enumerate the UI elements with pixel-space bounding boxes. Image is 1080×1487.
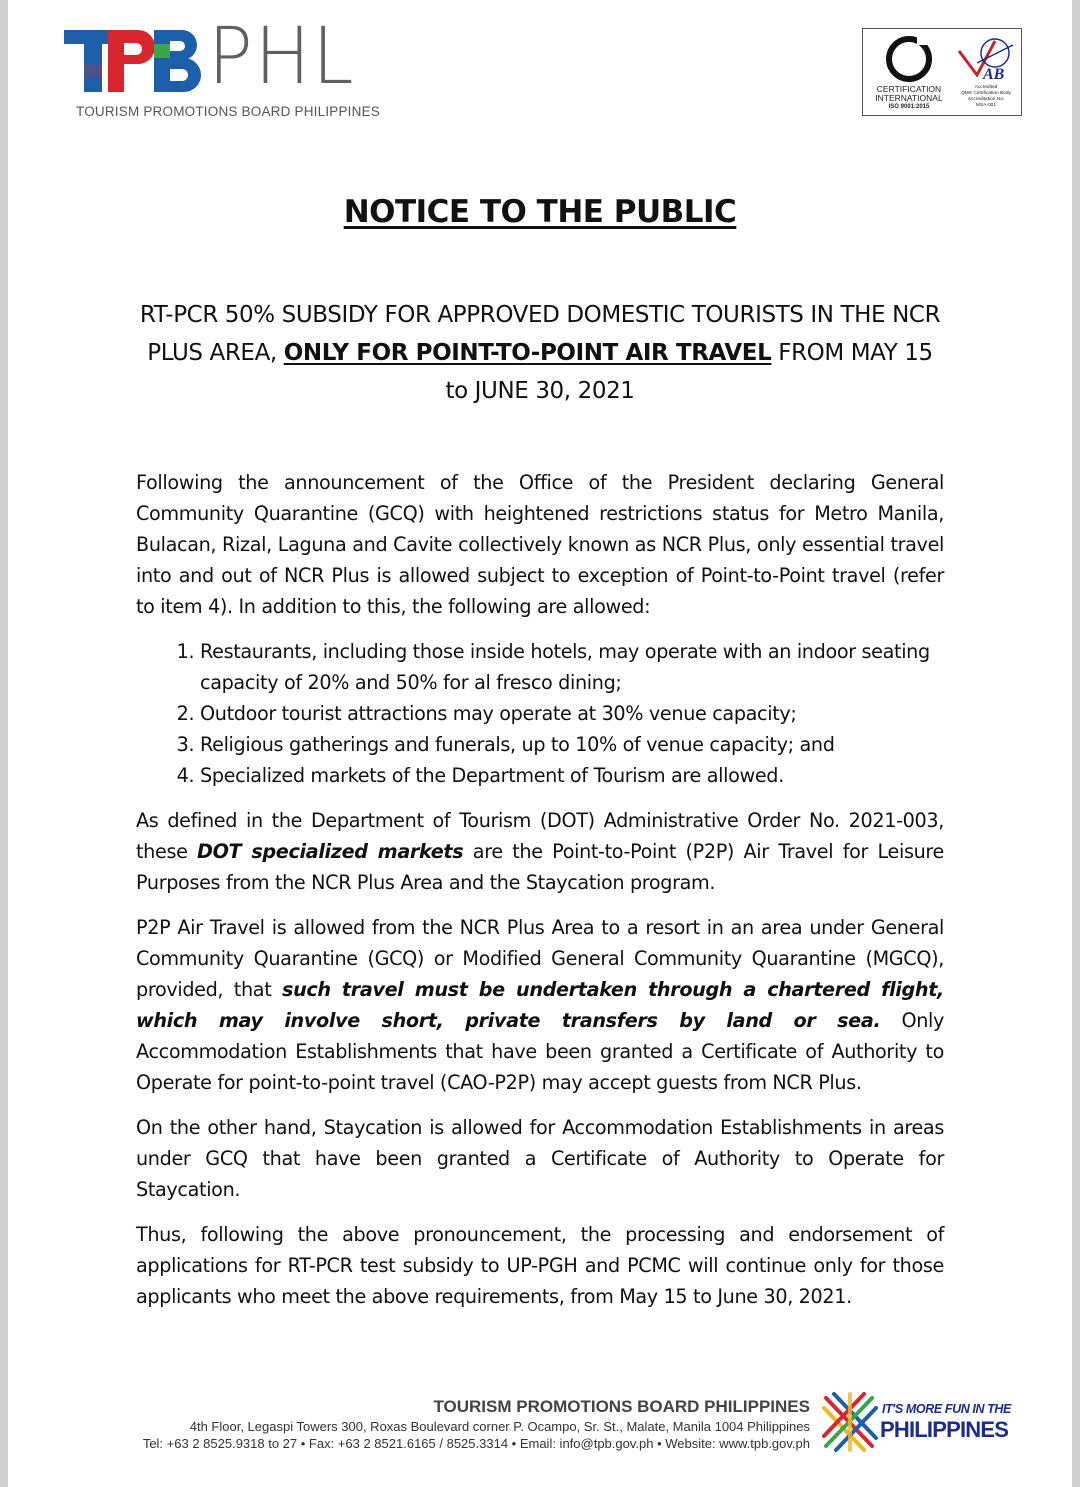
notice-document [8,0,1072,1487]
footer-org: TOURISM PROMOTIONS BOARD PHILIPPINES [433,1397,810,1416]
intro-paragraph: Following the announcement of the Office of the President declaring General Community Quarantine (GCQ) with heightened restrictions status for Metro Manila, Bulacan, Rizal, Laguna and Cavite collectively known as NCR Plus, only essential travel into and out of NCR Plus is allowed subject to exception of Point-to-Point travel (refer to item 4). In addition to this, the following are allowed: [136,471,944,618]
list-item: 2. Outdoor tourist attractions may operate at 30% venue capacity; [200,698,944,729]
svg-text:AB: AB [983,66,1005,83]
p2p-paragraph: P2P Air Travel is allowed from the NCR Plus Area to a resort in an area under General Community Quarantine (GCQ) or Modified General Community Quarantine (MGCQ), provided, that such travel must be undertaken through a chartered flight, which may involve short, private transfers by land or sea. Only Accommodation Establishments that have been granted a Certificate of Authority to Operate for point-to-point travel (CAO-P2P) may accept guests from NCR Plus. [136,916,944,1094]
its-more-fun-logo [820,1390,1040,1460]
footer-contact [143,1397,810,1452]
tpb-logo-mark-icon [56,24,206,94]
certification-badge [862,28,1022,116]
subtitle-emphasis: ONLY FOR POINT-TO-POINT AIR TRAVEL [283,340,772,366]
list-item: 3. Religious gatherings and funerals, up to 10% of venue capacity; and [200,729,944,760]
allowed-list [136,636,944,791]
pab-accreditation-text: Accredited QMS Certification Body Accreditation No: MSA-001 [961,85,1011,108]
slogan-line1: IT'S MORE FUN IN THE [882,1402,1011,1416]
notice-body [136,467,944,1326]
closing-paragraph: Thus, following the above pronouncement, the processing and endorsement of applications for RT-PCR test subsidy to UP-PGH and PCMC will continue only for those applicants who meet the above requirements, from May 15 to June 30, 2021. [136,1223,944,1308]
certification-international-icon [871,33,947,85]
list-item: 4. Specialized markets of the Department of Tourism are allowed. [200,760,944,791]
footer-address: 4th Floor, Legaspi Towers 300, Roxas Boulevard corner P. Ocampo, Sr. St., Malate, Manila 1004 Philippines [189,1419,810,1434]
tpb-logo [56,12,396,124]
notice-subtitle: RT-PCR 50% SUBSIDY FOR APPROVED DOMESTIC TOURISTS IN THE NCR PLUS AREA, ONLY FOR POINT-TO-POINT AIR TRAVEL FROM MAY 15 to JUNE 30, 2021 [139,302,941,404]
staycation-paragraph: On the other hand, Staycation is allowed for Accommodation Establishments in areas under GCQ that have been granted a Certificate of Authority to Operate for Staycation. [136,1116,944,1201]
list-item: 1. Restaurants, including those inside hotels, may operate with an indoor seating capacity of 20% and 50% for al fresco dining; [200,636,944,698]
pab-accreditation-icon [955,35,1019,83]
slogan-line2: PHILIPPINES [880,1417,1009,1442]
footer-contact-line: Tel: +63 2 8525.9318 to 27 • Fax: +63 2 8521.6165 / 8525.3314 • Email: info@tpb.gov.ph • Website: www.tpb.gov.ph [142,1435,810,1451]
dot-definition-paragraph: As defined in the Department of Tourism (DOT) Administrative Order No. 2021-003, these DOT specialized markets are the Point-to-Point (P2P) Air Travel for Leisure Purposes from the NCR Plus Area and the Staycation program. [136,809,944,894]
logo-wordmark: PHL [208,12,356,102]
certification-text: CERTIFICATION INTERNATIONAL ISO 9001:2015 [875,84,943,110]
philippines-weave-icon [820,1390,880,1454]
notice-title: NOTICE TO THE PUBLIC [343,194,737,230]
logo-subtitle: TOURISM PROMOTIONS BOARD PHILIPPINES [76,104,380,119]
